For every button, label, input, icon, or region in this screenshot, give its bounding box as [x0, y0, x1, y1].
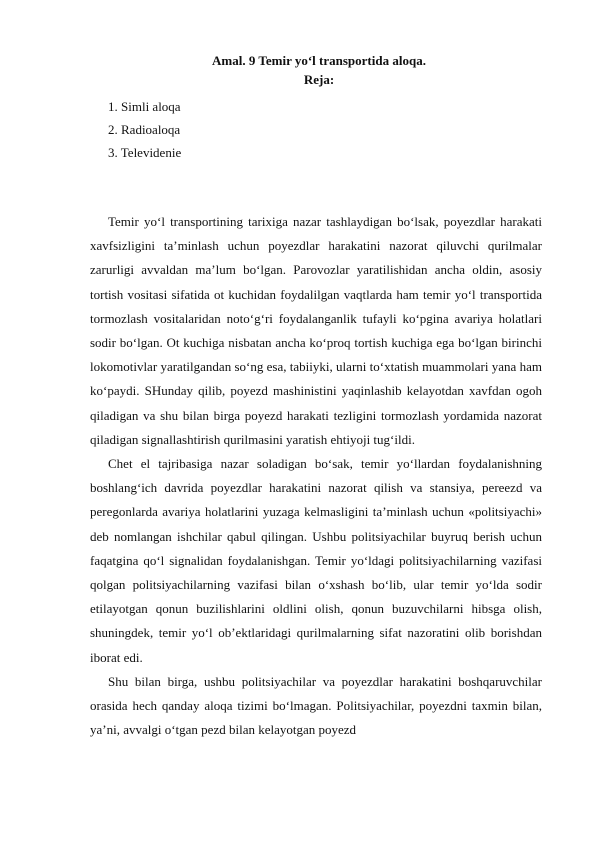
body-paragraph: Temir yo‘l transportining tarixiga nazar tashlaydigan bo‘lsak, poyezdlar harakati xavfsizligini ta’minlash uchun poyezdlar harakatini nazorat qiluvchi qurilmalar zarurligi avvaldan ma’lum bo‘lgan. Parovozlar yaratilishidan ancha oldin, asosiy tortish vositasi sifatida ot kuchidan foydalilgan vaqtlarda ham temir yo‘l transportida tormozlash vositalaridan noto‘g‘ri foydalanganlik tufayli ko‘pgina avariya holatlari sodir bo‘lgan. Ot kuchiga nisbatan ancha ko‘proq tortish kuchiga ega bo‘lgan birinchi lokomotivlar yaratilgandan so‘ng esa, tabiiyki, ularni to‘xtatish muammolari yana ham ko‘paydi. SHunday qilib, poyezd mashinistini yaqinlashib kelayotdan xavfdan ogoh qiladigan va shu bilan birga poyezd harakati tezligini tormozlash yordamida nazorat qiladigan signallashtirish qurilmasini yaratish ehtiyoji tug‘ildi. [90, 214, 542, 447]
body-paragraph: Chet el tajribasiga nazar soladigan bo‘sak, temir yo‘llardan foydalanishning boshlang‘ich davrida poyezdlar harakatini nazorat qilish va stansiya, pereezd va peregonlarda avariya holatlarini yuzaga kelmasligini ta’minlash uchun «politsiyachi» deb nomlangan ishchilar qabul qilingan. Ushbu politsiyachilar buyruq berish uchun faqatgina qo‘l signalidan foydalanishgan. Temir yo‘ldagi politsiyachilarning vazifasi qolgan politsiyachilarning vazifasi bilan o‘xshash bo‘lib, ular temir yo‘lda sodir etilayotgan qonun buzilishlarini oldlini olish, qonun buzuvchilarni hibsga olish, shuningdek, temir yo‘l ob’ektlaridagi qurilmalarning sifat nazoratini olib borishdan iborat edi. [90, 456, 542, 665]
section-gap [90, 164, 542, 210]
plan-heading: Reja: [303, 72, 335, 87]
page-title: Amal. 9 Temir yo‘l transportida aloqa. [212, 53, 426, 68]
plan-list [90, 95, 542, 164]
plan-item: 2. Radioaloqa [108, 122, 181, 137]
plan-item: 1. Simli aloqa [108, 99, 181, 114]
body-paragraph: Shu bilan birga, ushbu politsiyachilar va poyezdlar harakatini boshqaruvchilar orasida hech qanday aloqa tizimi bo‘lmagan. Politsiyachilar, poyezdni taxmin bilan, ya’ni, avvalgi o‘tgan pezd bilan kelayotgan poyezd [90, 673, 542, 738]
plan-item: 3. Televidenie [108, 145, 182, 160]
